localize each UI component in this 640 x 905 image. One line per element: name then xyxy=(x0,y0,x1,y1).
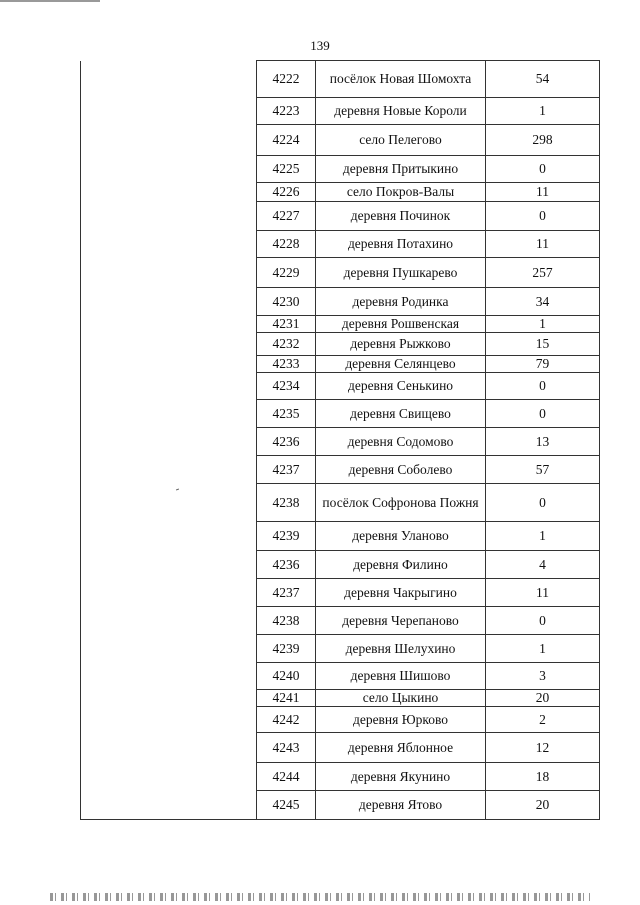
value-cell: 11 xyxy=(486,579,600,607)
row-number-cell: 4238 xyxy=(257,484,316,522)
value-cell: 79 xyxy=(486,356,600,373)
value-cell: 0 xyxy=(486,607,600,635)
row-number-cell: 4229 xyxy=(257,258,316,288)
row-number-cell: 4244 xyxy=(257,763,316,791)
settlement-name-cell: деревня Селянцево xyxy=(316,356,486,373)
settlement-name-cell: село Цыкино xyxy=(316,690,486,707)
value-cell: 1 xyxy=(486,316,600,333)
value-cell: 1 xyxy=(486,522,600,551)
row-number-cell: 4236 xyxy=(257,551,316,579)
settlement-name-cell: деревня Уланово xyxy=(316,522,486,551)
settlement-name-cell: деревня Соболево xyxy=(316,456,486,484)
settlement-name-cell: деревня Яблонное xyxy=(316,733,486,763)
value-cell: 11 xyxy=(486,231,600,258)
value-cell: 257 xyxy=(486,258,600,288)
value-cell: 34 xyxy=(486,288,600,316)
value-cell: 54 xyxy=(486,61,600,98)
row-number-cell: 4222 xyxy=(257,61,316,98)
settlement-name-cell: деревня Пушкарево xyxy=(316,258,486,288)
settlement-name-cell: деревня Свищево xyxy=(316,400,486,428)
row-number-cell: 4235 xyxy=(257,400,316,428)
row-number-cell: 4241 xyxy=(257,690,316,707)
value-cell: 2 xyxy=(486,707,600,733)
row-number-cell: 4238 xyxy=(257,607,316,635)
settlement-name-cell: деревня Чакрыгино xyxy=(316,579,486,607)
value-cell: 12 xyxy=(486,733,600,763)
row-number-cell: 4226 xyxy=(257,183,316,202)
blank-column-cell xyxy=(81,61,257,820)
value-cell: 298 xyxy=(486,125,600,156)
settlement-name-cell: деревня Притыкино xyxy=(316,156,486,183)
value-cell: 0 xyxy=(486,202,600,231)
settlement-name-cell: деревня Починок xyxy=(316,202,486,231)
value-cell: 3 xyxy=(486,663,600,690)
row-number-cell: 4223 xyxy=(257,98,316,125)
settlement-name-cell: деревня Сенькино xyxy=(316,373,486,400)
row-number-cell: 4227 xyxy=(257,202,316,231)
row-number-cell: 4237 xyxy=(257,579,316,607)
settlement-name-cell: посёлок Новая Шомохта xyxy=(316,61,486,98)
footer-scan-noise xyxy=(50,893,590,901)
value-cell: 0 xyxy=(486,400,600,428)
value-cell: 1 xyxy=(486,98,600,125)
settlement-name-cell: село Пелегово xyxy=(316,125,486,156)
settlement-name-cell: деревня Потахино xyxy=(316,231,486,258)
settlement-name-cell: деревня Якунино xyxy=(316,763,486,791)
value-cell: 57 xyxy=(486,456,600,484)
settlement-name-cell: деревня Ятово xyxy=(316,791,486,820)
row-number-cell: 4228 xyxy=(257,231,316,258)
table-row xyxy=(81,61,600,98)
page-number: 139 xyxy=(310,38,330,53)
row-number-cell: 4240 xyxy=(257,663,316,690)
row-number-cell: 4243 xyxy=(257,733,316,763)
row-number-cell: 4239 xyxy=(257,522,316,551)
value-cell: 20 xyxy=(486,690,600,707)
top-rule xyxy=(0,0,100,2)
row-number-cell: 4230 xyxy=(257,288,316,316)
row-number-cell: 4239 xyxy=(257,635,316,663)
settlement-name-cell: деревня Филино xyxy=(316,551,486,579)
settlement-name-cell: деревня Черепаново xyxy=(316,607,486,635)
row-number-cell: 4245 xyxy=(257,791,316,820)
settlement-name-cell: село Покров-Валы xyxy=(316,183,486,202)
row-number-cell: 4231 xyxy=(257,316,316,333)
row-number-cell: 4234 xyxy=(257,373,316,400)
settlement-name-cell: деревня Родинка xyxy=(316,288,486,316)
value-cell: 15 xyxy=(486,333,600,356)
row-number-cell: 4232 xyxy=(257,333,316,356)
settlement-name-cell: деревня Шелухино xyxy=(316,635,486,663)
row-number-cell: 4233 xyxy=(257,356,316,373)
value-cell: 0 xyxy=(486,156,600,183)
row-number-cell: 4236 xyxy=(257,428,316,456)
value-cell: 20 xyxy=(486,791,600,820)
settlement-name-cell: посёлок Софронова Пожня xyxy=(316,484,486,522)
value-cell: 0 xyxy=(486,484,600,522)
settlement-name-cell: деревня Юрково xyxy=(316,707,486,733)
settlement-name-cell: деревня Рыжково xyxy=(316,333,486,356)
row-number-cell: 4225 xyxy=(257,156,316,183)
value-cell: 11 xyxy=(486,183,600,202)
row-number-cell: 4224 xyxy=(257,125,316,156)
value-cell: 4 xyxy=(486,551,600,579)
settlement-name-cell: деревня Шишово xyxy=(316,663,486,690)
settlement-name-cell: деревня Рошвенская xyxy=(316,316,486,333)
value-cell: 1 xyxy=(486,635,600,663)
settlement-name-cell: деревня Новые Короли xyxy=(316,98,486,125)
row-number-cell: 4242 xyxy=(257,707,316,733)
settlement-name-cell: деревня Содомово xyxy=(316,428,486,456)
value-cell: 13 xyxy=(486,428,600,456)
value-cell: 18 xyxy=(486,763,600,791)
settlements-table xyxy=(80,60,600,820)
table-body xyxy=(81,61,600,820)
value-cell: 0 xyxy=(486,373,600,400)
row-number-cell: 4237 xyxy=(257,456,316,484)
